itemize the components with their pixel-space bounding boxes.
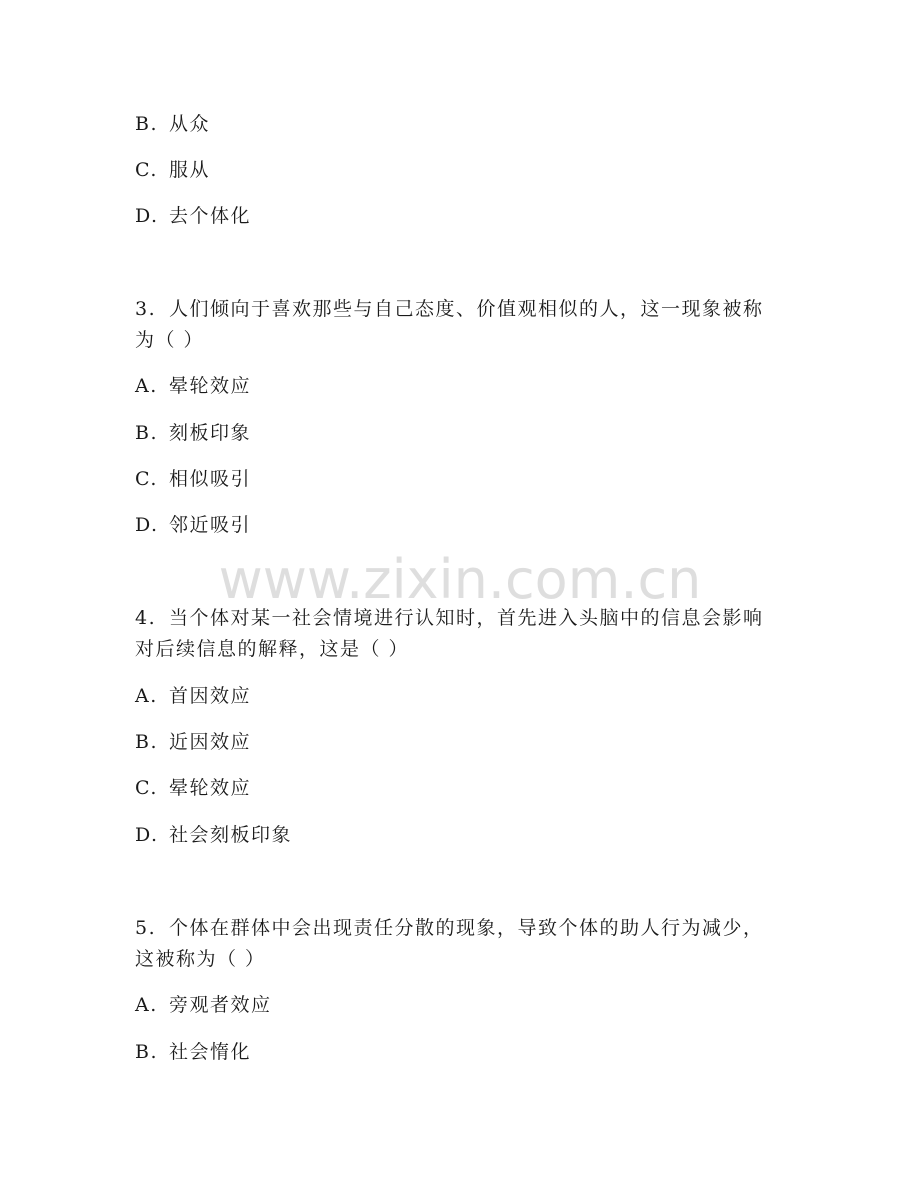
option-letter: B. [135, 1041, 159, 1063]
option-letter: C. [135, 468, 158, 490]
option-letter: B. [135, 731, 159, 753]
option-letter: D. [135, 205, 159, 227]
option-letter: A. [135, 994, 158, 1016]
q5-stem-line1 [135, 916, 764, 940]
q4-option-a [135, 684, 251, 708]
question-stem-continued: 为（ ） [135, 329, 205, 351]
question-stem: 当个体对某一社会情境进行认知时，首先进入头脑中的信息会影响 [169, 607, 764, 629]
q4-option-c [135, 776, 251, 800]
q4-stem-line1 [135, 606, 764, 630]
question-stem-continued: 对后续信息的解释，这是（ ） [135, 638, 410, 660]
question-number: 4. [135, 607, 157, 629]
question-number: 5. [135, 917, 157, 939]
option-letter: C. [135, 159, 158, 181]
q2-option-d [135, 204, 251, 228]
q4-option-b [135, 730, 251, 754]
option-text: 社会刻板印象 [169, 824, 293, 846]
question-stem: 人们倾向于喜欢那些与自己态度、价值观相似的人，这一现象被称 [169, 298, 764, 320]
q5-option-a [135, 993, 272, 1017]
option-text: 旁观者效应 [169, 994, 272, 1016]
q3-option-d [135, 513, 251, 537]
option-letter: D. [135, 514, 159, 536]
q4-option-d [135, 823, 292, 847]
watermark: www.zixin.com.cn [218, 548, 702, 611]
q4-stem-line2 [135, 637, 409, 661]
option-letter: B. [135, 422, 159, 444]
option-text: 晕轮效应 [169, 777, 252, 799]
question-stem: 个体在群体中会出现责任分散的现象，导致个体的助人行为减少， [169, 917, 764, 939]
option-text: 近因效应 [169, 731, 252, 753]
q5-stem-line2 [135, 947, 266, 971]
option-text: 从众 [169, 113, 211, 135]
q3-option-b [135, 421, 251, 445]
q3-option-a [135, 374, 251, 398]
option-text: 邻近吸引 [169, 514, 252, 536]
option-text: 服从 [169, 159, 211, 181]
option-letter: A. [135, 375, 158, 397]
q5-option-b [135, 1040, 251, 1064]
q3-stem-line1 [135, 297, 764, 321]
q2-option-c [135, 158, 210, 182]
option-letter: C. [135, 777, 158, 799]
option-letter: B. [135, 113, 159, 135]
q3-option-c [135, 467, 251, 491]
option-text: 首因效应 [169, 685, 252, 707]
question-stem-continued: 这被称为（ ） [135, 948, 266, 970]
option-letter: A. [135, 685, 158, 707]
option-text: 刻板印象 [169, 422, 252, 444]
option-text: 晕轮效应 [169, 375, 252, 397]
option-text: 社会惰化 [169, 1041, 252, 1063]
option-text: 去个体化 [169, 205, 252, 227]
q2-option-b [135, 112, 210, 136]
q3-stem-line2 [135, 328, 204, 352]
option-letter: D. [135, 824, 159, 846]
option-text: 相似吸引 [169, 468, 252, 490]
question-number: 3. [135, 298, 157, 320]
